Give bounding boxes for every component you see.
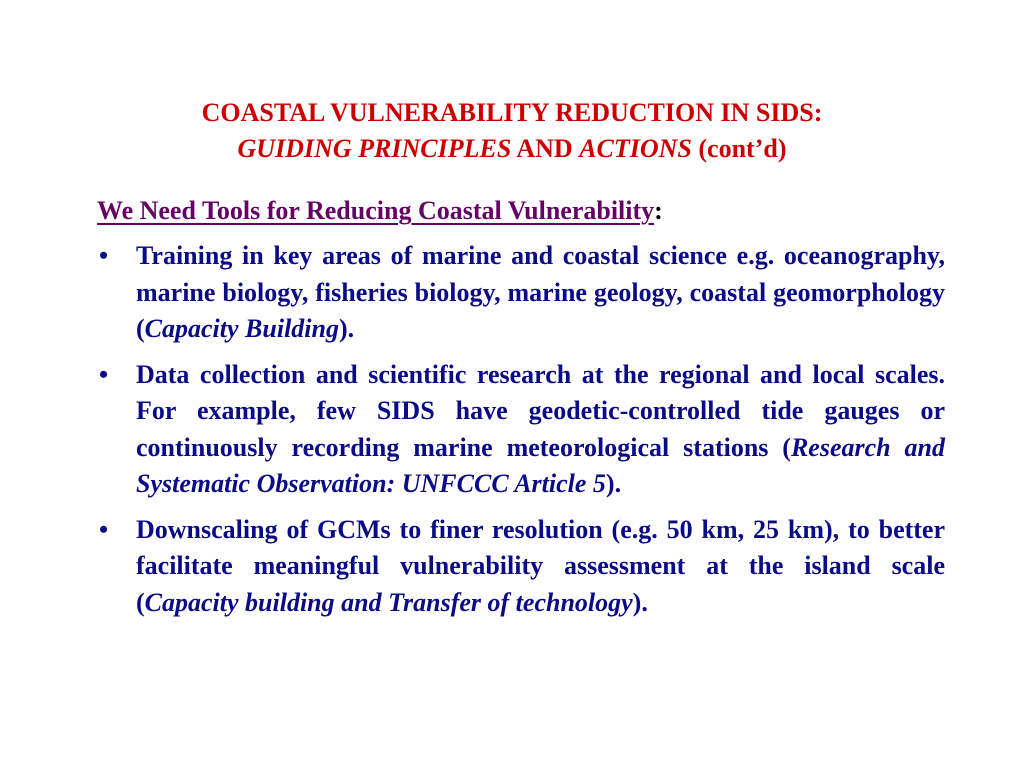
bullet-italic-note: Capacity Building: [144, 314, 339, 343]
bullet-item-data-collection: [97, 357, 945, 503]
bullet-item-training: [97, 238, 945, 348]
bullet-item-downscaling: [97, 512, 945, 622]
bullet-marker: •: [99, 359, 109, 389]
bullet-tail: ).: [338, 314, 355, 343]
bullet-marker: •: [99, 514, 109, 544]
title-actions: ACTIONS: [579, 134, 692, 163]
bullet-marker: •: [99, 241, 109, 270]
section-heading-link[interactable]: We Need Tools for Reducing Coastal Vulnerability: [97, 196, 655, 225]
title-line-2: [40, 131, 984, 167]
bullet-text: Downscaling of GCMs to finer resolution (e.g. 50 km, 25 km), to better facilitate meaningful vulnerability assessment at the island scale (: [136, 514, 945, 617]
section-heading: [97, 193, 663, 229]
bullet-tail: ).: [605, 469, 622, 498]
title-and: AND: [511, 134, 580, 163]
bullet-italic-note: Research and Systematic Observation: UNFCCC Article 5: [136, 432, 945, 498]
section-heading-colon: :: [654, 196, 663, 225]
bullet-tail: ).: [632, 587, 648, 617]
title-contd: (cont’d): [691, 134, 787, 163]
bullet-italic-note: Capacity building and Transfer of technology: [144, 587, 633, 617]
title-line-1: COASTAL VULNERABILITY REDUCTION IN SIDS:: [201, 98, 823, 127]
slide-title: [40, 95, 984, 167]
bullet-text: Training in key areas of marine and coastal science e.g. oceanography, marine biology, fisheries biology, marine geology, coastal geomorphology (: [136, 241, 945, 343]
bullet-list: [97, 238, 945, 630]
title-guiding-principles: GUIDING PRINCIPLES: [237, 134, 512, 163]
bullet-text: Data collection and scientific research at the regional and local scales. For example, few SIDS have geodetic-controlled tide gauges or continuously recording marine meteorological stations (: [136, 359, 945, 462]
